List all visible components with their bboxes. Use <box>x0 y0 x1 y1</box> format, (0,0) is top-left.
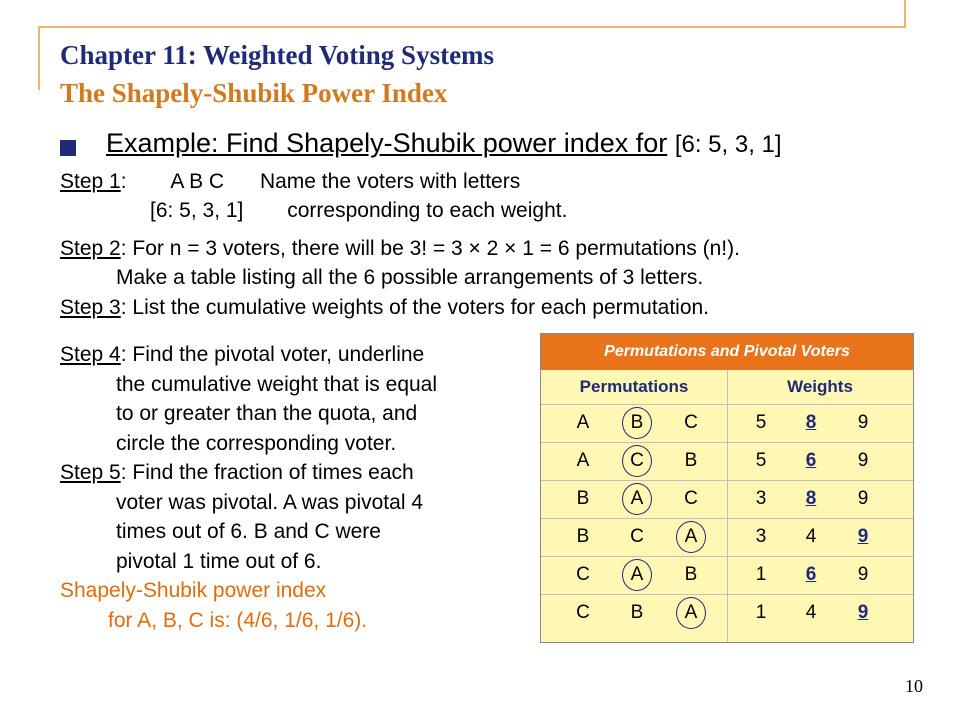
step5-line-1: voter was pivotal. A was pivotal 4 <box>116 490 423 514</box>
bullet-square-icon <box>60 140 76 156</box>
permutation-cell: C <box>630 450 644 471</box>
step4-line-1: the cumulative weight that is equal <box>116 372 438 396</box>
weight-cell: 9 <box>857 450 869 471</box>
slide-subtitle: The Shapely-Shubik Power Index <box>60 78 448 108</box>
permutations-table <box>540 333 914 643</box>
permutation-cell: A <box>576 450 590 471</box>
step2-label: Step 2 <box>60 237 121 260</box>
permutation-cell: B <box>576 526 590 547</box>
step1-label: Step 1 <box>60 170 121 193</box>
table-title: Permutations and Pivotal Voters <box>541 334 913 370</box>
weight-cell: 5 <box>755 412 767 433</box>
frame-top-rule <box>38 26 906 28</box>
permutation-cell: B <box>630 602 644 623</box>
weight-cell: 9 <box>857 488 869 509</box>
weight-cell: 4 <box>805 526 817 547</box>
pivotal-weight-cell: 6 <box>805 450 817 471</box>
example-line <box>106 128 782 159</box>
permutation-cell: A <box>684 602 698 623</box>
col-header-weights: Weights <box>787 377 853 396</box>
pivotal-weight-cell: 9 <box>857 526 869 547</box>
pivotal-weight-cell: 9 <box>857 602 869 623</box>
weight-cell: 9 <box>857 412 869 433</box>
permutation-cell: A <box>630 488 644 509</box>
permutation-cell: A <box>576 412 590 433</box>
step3-label: Step 3 <box>60 296 121 319</box>
weight-cell: 1 <box>755 564 767 585</box>
permutation-cell: B <box>684 450 698 471</box>
page-number: 10 <box>905 676 923 696</box>
pivotal-weight-cell: 8 <box>805 412 817 433</box>
pivotal-weight-cell: 6 <box>805 564 817 585</box>
col-header-permutations: Permutations <box>579 377 689 396</box>
example-system: [6: 5, 3, 1] <box>674 131 782 158</box>
step3-text: List the cumulative weights of the voters for each permutation. <box>132 296 710 319</box>
weight-cell: 9 <box>857 564 869 585</box>
result-line-2: for A, B, C is: (4/6, 1/6, 1/6). <box>108 608 368 632</box>
weight-cell: 5 <box>755 450 767 471</box>
permutation-cell: C <box>576 602 590 623</box>
permutation-cell: B <box>684 564 698 585</box>
step1-system: [6: 5, 3, 1] <box>150 199 244 222</box>
permutation-cell: C <box>684 488 698 509</box>
step2-line2: Make a table listing all the 6 possible arrangements of 3 letters. <box>116 266 704 289</box>
permutation-cell: B <box>576 488 590 509</box>
weight-cell: 3 <box>755 526 767 547</box>
permutation-cell: B <box>630 412 644 433</box>
permutation-cell: A <box>630 564 644 585</box>
permutation-cell: C <box>576 564 590 585</box>
table-divider <box>727 370 728 642</box>
slide-title: Chapter 11: Weighted Voting Systems <box>60 40 495 70</box>
step3-line: Step 3: List the cumulative weights of the voters for each permutation. <box>60 296 710 319</box>
weight-cell: 1 <box>755 602 767 623</box>
result-line-1: Shapely-Shubik power index <box>60 579 327 602</box>
step4-line-2: to or greater than the quota, and <box>116 402 418 425</box>
step5-line-3: pivotal 1 time out of 6. <box>116 549 322 573</box>
permutation-cell: C <box>684 412 698 433</box>
step5-line-2: times out of 6. B and C were <box>116 520 381 543</box>
step2-line1: Step 2: For n = 3 voters, there will be 3! = 3 × 2 × 1 = 6 permutations (n!). <box>60 237 740 260</box>
permutation-cell: A <box>684 526 698 547</box>
step5-line-0: Step 5: Find the fraction of times each <box>60 461 414 484</box>
frame-right-rule <box>904 0 906 28</box>
step4-label: Step 4 <box>60 343 121 366</box>
steps-4-5-block <box>60 340 530 635</box>
step4-line-0: Step 4: Find the pivotal voter, underline <box>60 343 425 366</box>
step5-label: Step 5 <box>60 461 121 484</box>
step1-text-a: Name the voters with letters <box>259 170 521 193</box>
step1-line2 <box>150 199 567 223</box>
pivotal-weight-cell: 8 <box>805 488 817 509</box>
step2-text1: For n = 3 voters, there will be 3! = 3 × 2 × 1 = 6 permutations (n!). <box>132 237 740 260</box>
frame-left-rule <box>38 26 40 90</box>
step1-line1: Step 1: A B C Name the voters with letters <box>60 170 521 193</box>
step1-text-b: corresponding to each weight. <box>287 199 568 222</box>
weight-cell: 3 <box>755 488 767 509</box>
step4-line-3: circle the corresponding voter. <box>116 431 397 455</box>
example-lead: Example: Find Shapely-Shubik power index for <box>106 128 668 158</box>
weight-cell: 4 <box>805 602 817 623</box>
step1-letters: A B C <box>170 170 225 193</box>
permutation-cell: C <box>630 526 644 547</box>
